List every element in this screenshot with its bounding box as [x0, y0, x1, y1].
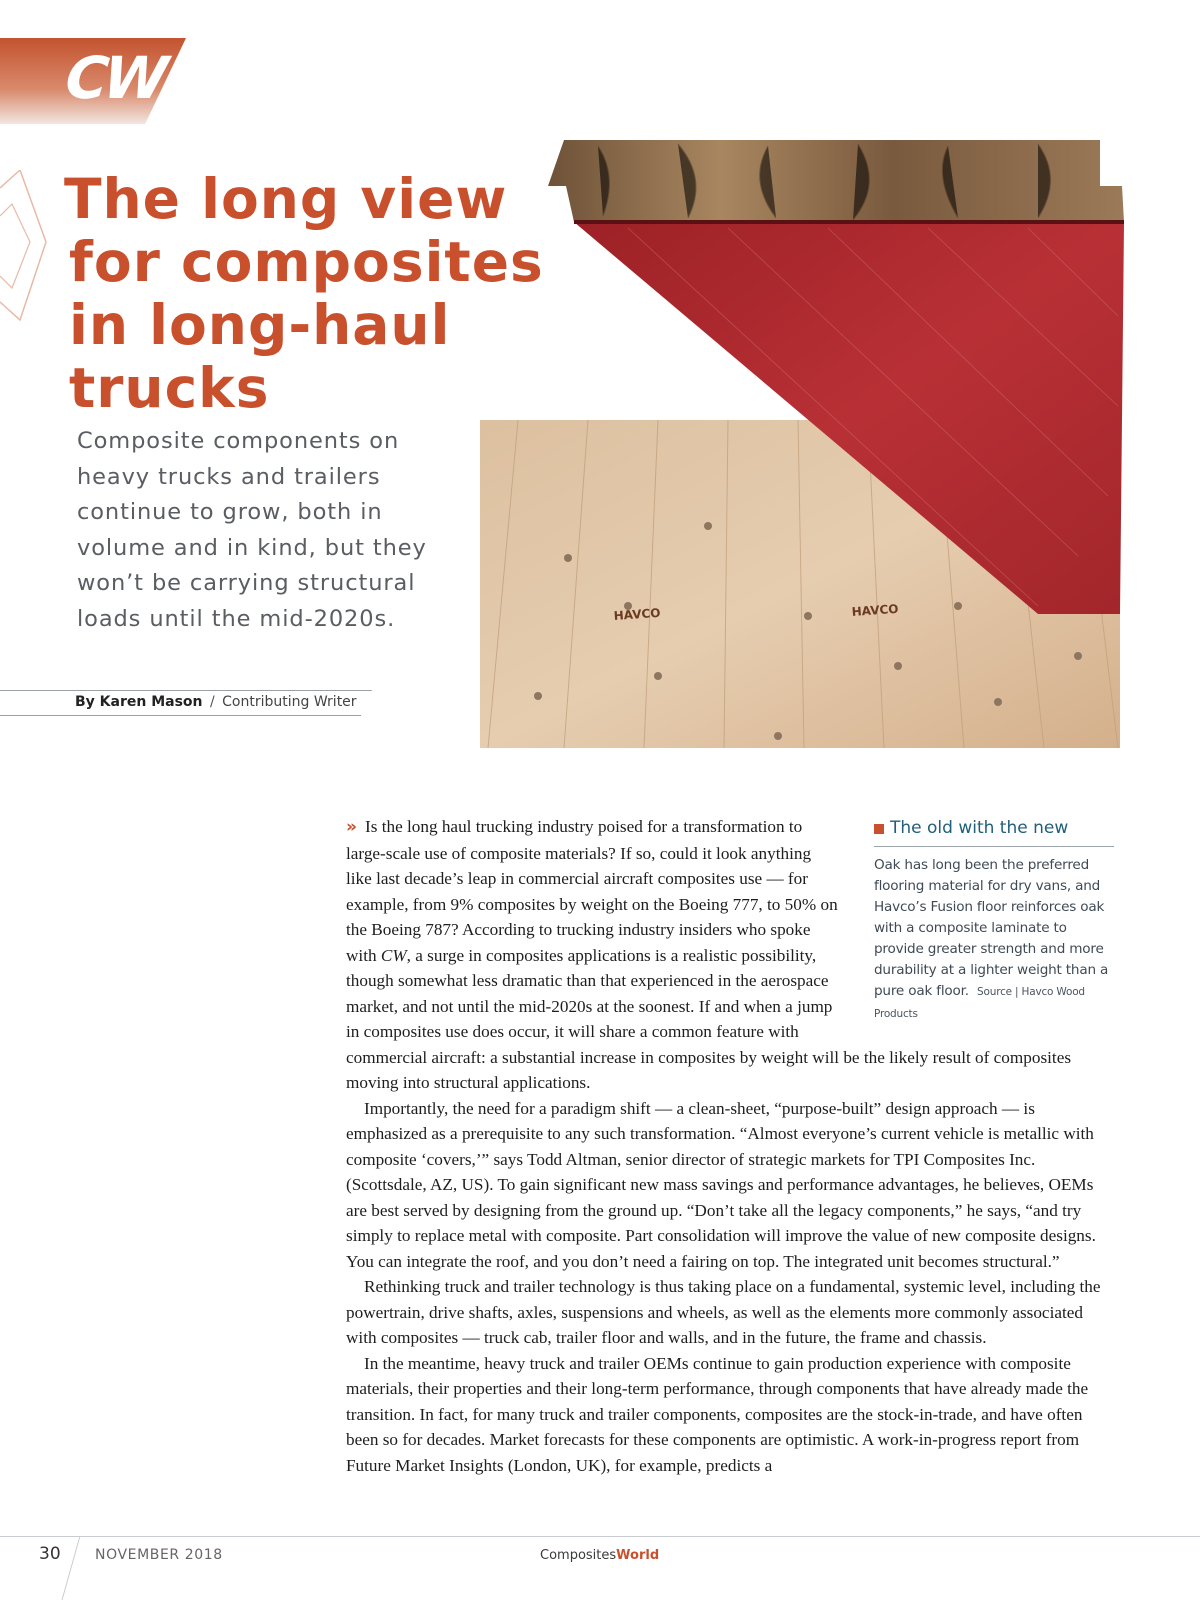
- footer-slash: [60, 1536, 82, 1600]
- cw-logo: CW: [62, 44, 167, 112]
- paragraph-3: Rethinking truck and trailer technology is thus taking place on a fundamental, systemic level, including the powertrain, drive shafts, axles, suspensions and wheels, as well as the elements more commonly associated with composites — truck cab, trailer floor and walls, and in the future, the frame and chassis.: [346, 1277, 1101, 1347]
- oak-edge: [548, 140, 1124, 222]
- caption-body: Oak has long been the preferred flooring material for dry vans, and Havco’s Fusion floor reinforces oak with a composite laminate to provide greater strength and more durability at a lighter weight than a pure oak floor.: [874, 856, 1109, 999]
- caption-title-text: The old with the new: [890, 818, 1069, 838]
- magazine-name-part-1: Composites: [540, 1548, 617, 1563]
- caption-text: [874, 855, 1114, 1025]
- byline-separator: /: [209, 694, 215, 710]
- paragraph-2: Importantly, the need for a paradigm shift — a clean-sheet, “purpose-built” design approach — is emphasized as a prerequisite to any such transformation. “Almost everyone’s current vehicle is metallic with composite ‘covers,’” says Todd Altman, senior director of strategic markets for TPI Composites Inc. (Scottsdale, AZ, US). To gain significant new mass savings and performance advantages, he believes, OEMs are best served by designing from the ground up. “Don’t take all the legacy components,” he says, “and try simply to replace metal with composite. Part consolidation will improve the value of new composite designs. You can integrate the roof, and you don’t need a fairing on top. The integrated unit becomes structural.”: [346, 1098, 1096, 1271]
- footer-rule: [0, 1536, 1200, 1537]
- byline-role: Contributing Writer: [222, 694, 357, 710]
- byline-author: By Karen Mason: [75, 694, 203, 710]
- photo-caption: [874, 814, 1114, 1025]
- page-number: 30: [39, 1544, 61, 1564]
- chevron-decoration: [0, 170, 60, 330]
- article-body: [346, 814, 1114, 1478]
- floor-photo: [478, 136, 1128, 750]
- issue-date: NOVEMBER 2018: [95, 1547, 223, 1563]
- caption-source: Source | Havco Wood Products: [874, 985, 1085, 1020]
- title-line-3: in long-haul trucks: [69, 293, 451, 420]
- paragraph-1-part-a: Is the long haul trucking industry poised for a transformation to large-scale use of composite materials? If so, could it look anything like last decade’s leap in commercial aircraft composites use — for example, from 9% composites by weight on the Boeing 777, to 50% on the Boeing 787? According to trucking industry insiders who spoke with: [346, 817, 838, 965]
- deck-summary: Composite components on heavy trucks and trailers continue to grow, both in volume and in kind, but they won’t be carrying structural loads until the mid-2020s.: [77, 428, 427, 632]
- paragraph-1-part-b: , a surge in composites applications is a realistic possibility, though somewhat less dramatic than that experienced in the aerospace market, and not until the mid-2020s at the soonest. If and when a jump in composites use does occur, it will share a common feature with commercial aircraft: a substantial increase in composites by weight will be the likely result of composites moving into structural applications.: [346, 945, 1072, 1092]
- havco-stamp-2: HAVCO: [851, 601, 899, 619]
- magazine-name-part-2: World: [616, 1548, 660, 1563]
- caption-square-icon: [874, 824, 884, 834]
- byline: [75, 694, 357, 710]
- lead-chevron-icon: »: [346, 817, 357, 837]
- paragraph-4: In the meantime, heavy truck and trailer OEMs continue to gain production experience with composite materials, their properties and their long-term performance, through components that have already made the transition. In fact, for many truck and trailer components, composites are the stock-in-trade, and have often been so for decades. Market forecasts for these components are optimistic. A work-in-progress report from Future Market Insights (London, UK), for example, predicts a: [346, 1353, 1089, 1475]
- title-line-2: for composites: [69, 230, 544, 294]
- title-line-1: The long view: [64, 167, 508, 231]
- magazine-name: [540, 1548, 659, 1563]
- paragraph-1-em: CW: [380, 945, 407, 965]
- caption-title: [874, 816, 1114, 847]
- havco-stamp-1: HAVCO: [613, 605, 661, 623]
